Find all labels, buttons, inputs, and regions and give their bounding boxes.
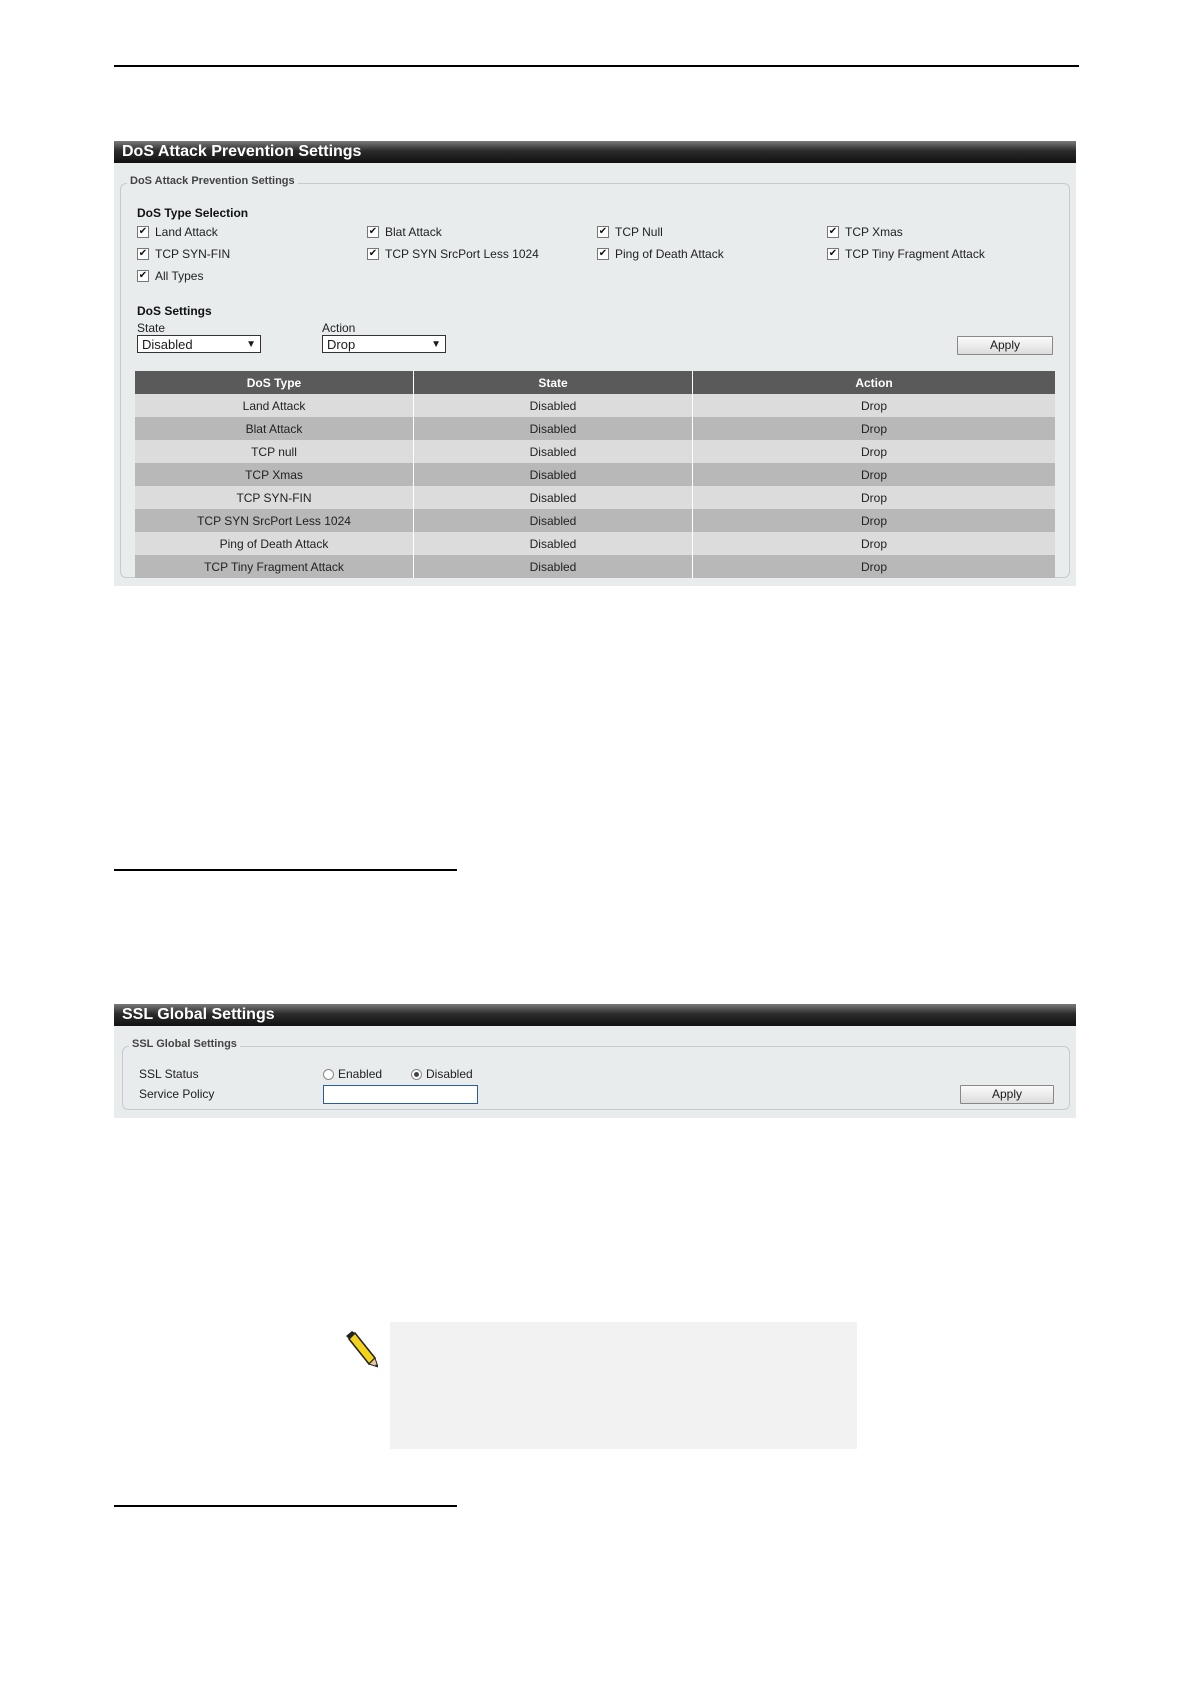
- col-action: Action: [693, 371, 1056, 394]
- checkbox-icon: ✔: [828, 248, 838, 259]
- cell-dos-type: TCP Xmas: [135, 463, 414, 486]
- cell-state: Disabled: [414, 532, 693, 555]
- col-state: State: [414, 371, 693, 394]
- dos-type-checkbox[interactable]: [597, 225, 663, 239]
- dos-type-selection-label: DoS Type Selection: [137, 206, 249, 220]
- table-row: [135, 463, 1055, 486]
- ssl-panel: [114, 1004, 1076, 1118]
- ssl-disabled-radio[interactable]: [411, 1067, 473, 1081]
- cell-action: Drop: [693, 555, 1056, 578]
- dos-type-checkbox[interactable]: [597, 247, 724, 261]
- dos-type-checkbox[interactable]: [367, 225, 442, 239]
- table-row: [135, 486, 1055, 509]
- table-row: [135, 440, 1055, 463]
- dos-type-label: All Types: [155, 269, 204, 283]
- table-row: [135, 532, 1055, 555]
- cell-action: Drop: [693, 486, 1056, 509]
- checkbox-icon: ✔: [138, 248, 148, 259]
- dos-settings-label: DoS Settings: [137, 304, 212, 318]
- dos-type-label: TCP SYN SrcPort Less 1024: [385, 247, 539, 261]
- ssl-legend: SSL Global Settings: [129, 1038, 240, 1050]
- checkbox-icon: ✔: [138, 226, 148, 237]
- dos-type-checkbox[interactable]: [367, 247, 539, 261]
- dos-fieldset: [120, 175, 1070, 578]
- cell-state: Disabled: [414, 440, 693, 463]
- dos-type-label: TCP Tiny Fragment Attack: [845, 247, 985, 261]
- service-policy-input[interactable]: [323, 1085, 478, 1104]
- table-row: [135, 417, 1055, 440]
- dos-type-checkbox[interactable]: [137, 247, 230, 261]
- ssl-fieldset: [122, 1038, 1070, 1110]
- dos-apply-button[interactable]: Apply: [957, 336, 1053, 355]
- table-row: [135, 509, 1055, 532]
- checkbox-icon: ✔: [138, 270, 148, 281]
- footer-rule: [114, 1505, 457, 1507]
- cell-state: Disabled: [414, 486, 693, 509]
- ssl-enabled-radio[interactable]: [323, 1067, 382, 1081]
- action-label: Action: [322, 321, 356, 335]
- table-row: [135, 394, 1055, 417]
- ssl-apply-button[interactable]: Apply: [960, 1085, 1054, 1104]
- cell-state: Disabled: [414, 394, 693, 417]
- chevron-down-icon: ▼: [246, 339, 256, 350]
- checkbox-icon: ✔: [368, 248, 378, 259]
- cell-action: Drop: [693, 532, 1056, 555]
- checkbox-icon: ✔: [368, 226, 378, 237]
- state-label: State: [137, 321, 166, 335]
- header-rule: [114, 65, 1079, 67]
- pencil-icon: [344, 1330, 378, 1368]
- dos-type-label: Blat Attack: [385, 225, 442, 239]
- dos-panel: [114, 141, 1076, 586]
- checkbox-icon: ✔: [828, 226, 838, 237]
- cell-state: Disabled: [414, 509, 693, 532]
- cell-dos-type: TCP Tiny Fragment Attack: [135, 555, 414, 578]
- cell-dos-type: TCP SYN SrcPort Less 1024: [135, 509, 414, 532]
- cell-dos-type: Blat Attack: [135, 417, 414, 440]
- cell-dos-type: TCP null: [135, 440, 414, 463]
- cell-state: Disabled: [414, 463, 693, 486]
- ssl-status-label: SSL Status: [139, 1067, 199, 1081]
- ssl-enabled-label: Enabled: [338, 1067, 383, 1081]
- cell-dos-type: Land Attack: [135, 394, 414, 417]
- table-header-row: [135, 371, 1055, 394]
- radio-icon: [323, 1069, 334, 1080]
- dos-type-label: TCP Xmas: [845, 225, 903, 239]
- ssl-disabled-label: Disabled: [426, 1067, 473, 1081]
- action-select[interactable]: [322, 335, 446, 353]
- dos-type-checkbox[interactable]: [137, 269, 203, 283]
- cell-action: Drop: [693, 394, 1056, 417]
- dos-type-label: Ping of Death Attack: [615, 247, 724, 261]
- dos-type-checkbox[interactable]: [827, 225, 903, 239]
- ssl-panel-title: SSL Global Settings: [114, 1004, 1076, 1026]
- state-select-value: Disabled: [142, 337, 193, 352]
- dos-panel-title: DoS Attack Prevention Settings: [114, 141, 1076, 163]
- table-row: [135, 555, 1055, 578]
- cell-action: Drop: [693, 509, 1056, 532]
- checkbox-icon: ✔: [598, 226, 608, 237]
- state-select[interactable]: [137, 335, 261, 353]
- chevron-down-icon: ▼: [431, 339, 441, 350]
- cell-state: Disabled: [414, 417, 693, 440]
- dos-table: [135, 371, 1055, 578]
- action-select-value: Drop: [327, 337, 356, 352]
- cell-action: Drop: [693, 440, 1056, 463]
- service-policy-label: Service Policy: [139, 1087, 215, 1101]
- radio-selected-icon: [411, 1069, 422, 1080]
- dos-type-checkbox[interactable]: [137, 225, 218, 239]
- dos-type-label: TCP Null: [615, 225, 663, 239]
- dos-type-checkbox[interactable]: [827, 247, 985, 261]
- col-dos-type: DoS Type: [135, 371, 414, 394]
- dos-type-label: Land Attack: [155, 225, 218, 239]
- cell-state: Disabled: [414, 555, 693, 578]
- cell-dos-type: TCP SYN-FIN: [135, 486, 414, 509]
- note-box: [390, 1322, 857, 1449]
- cell-action: Drop: [693, 463, 1056, 486]
- dos-type-label: TCP SYN-FIN: [155, 247, 231, 261]
- cell-action: Drop: [693, 417, 1056, 440]
- cell-dos-type: Ping of Death Attack: [135, 532, 414, 555]
- checkbox-icon: ✔: [598, 248, 608, 259]
- section-rule: [114, 869, 457, 871]
- dos-legend: DoS Attack Prevention Settings: [127, 175, 298, 187]
